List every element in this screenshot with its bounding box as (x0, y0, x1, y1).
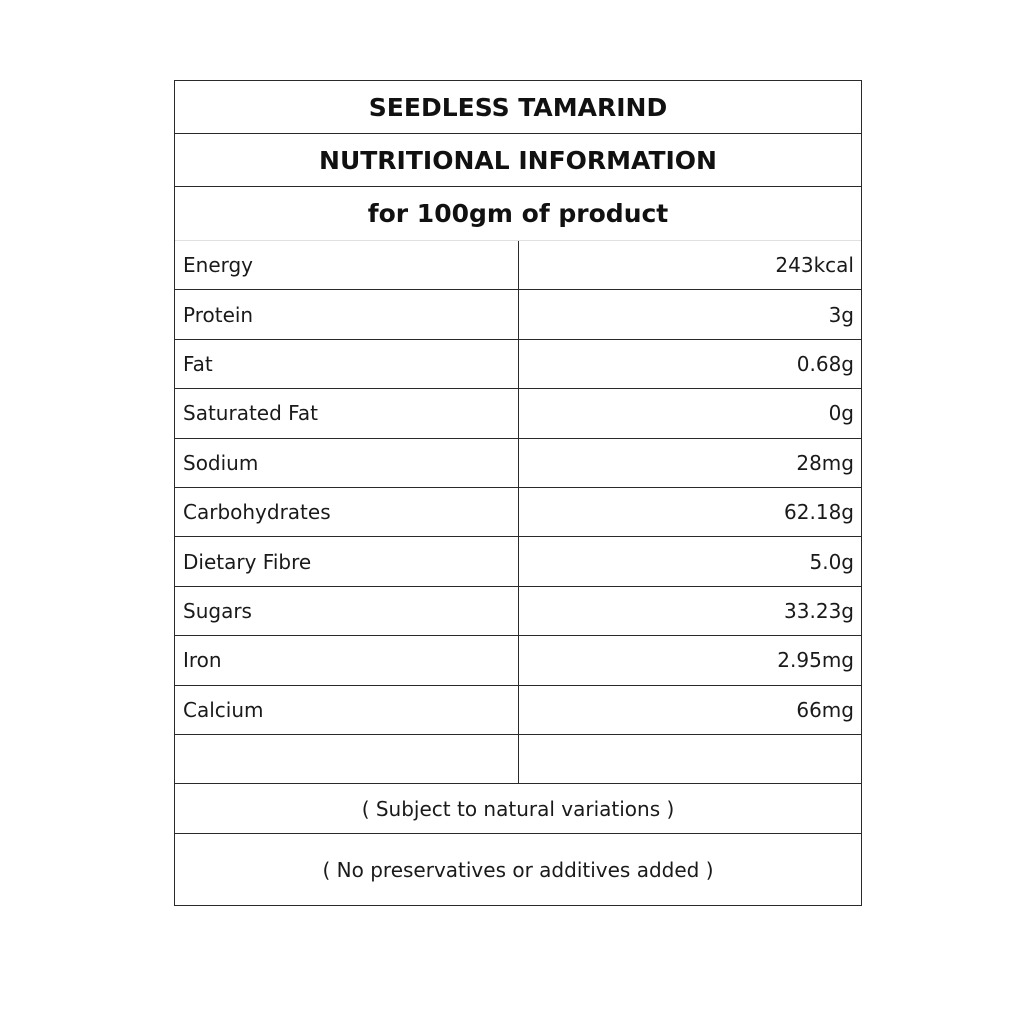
serving-size: for 100gm of product (175, 187, 861, 241)
nutrient-name: Sodium (175, 439, 519, 487)
section-title: NUTRITIONAL INFORMATION (175, 134, 861, 187)
nutrient-name (175, 735, 519, 783)
product-name: SEEDLESS TAMARIND (175, 81, 861, 134)
nutrient-name: Protein (175, 290, 519, 338)
empty-row (175, 735, 861, 784)
nutrient-value: 62.18g (784, 500, 854, 525)
nutrient-row (175, 439, 861, 488)
nutrient-value (519, 735, 861, 783)
nutrient-name: Dietary Fibre (175, 537, 519, 585)
nutrient-value: 28mg (796, 450, 854, 475)
nutrient-row (175, 636, 861, 685)
nutrient-value: 5.0g (809, 549, 854, 574)
variation-note: ( Subject to natural variations ) (175, 784, 861, 834)
nutrient-value: 0.68g (796, 351, 854, 376)
nutrient-name: Sugars (175, 587, 519, 635)
nutrient-row (175, 290, 861, 339)
nutrient-name: Calcium (175, 686, 519, 734)
preservatives-note: ( No preservatives or additives added ) (322, 857, 714, 882)
nutrient-name: Fat (175, 340, 519, 388)
nutrient-value: 3g (828, 302, 854, 327)
nutrient-row (175, 537, 861, 586)
nutrient-value: 66mg (796, 697, 854, 722)
nutrient-value: 2.95mg (777, 648, 854, 673)
nutrient-name: Iron (175, 636, 519, 684)
nutrient-name: Saturated Fat (175, 389, 519, 437)
nutrient-row (175, 340, 861, 389)
nutrition-table (174, 80, 862, 906)
nutrient-value: 0g (828, 401, 854, 426)
nutrient-row (175, 389, 861, 438)
nutrient-name: Energy (175, 241, 519, 289)
nutrient-value: 33.23g (784, 598, 854, 623)
nutrient-value: 243kcal (775, 253, 854, 278)
nutrient-name: Carbohydrates (175, 488, 519, 536)
nutrient-row (175, 241, 861, 290)
nutrient-row (175, 587, 861, 636)
nutrient-row (175, 686, 861, 735)
nutrient-row (175, 488, 861, 537)
